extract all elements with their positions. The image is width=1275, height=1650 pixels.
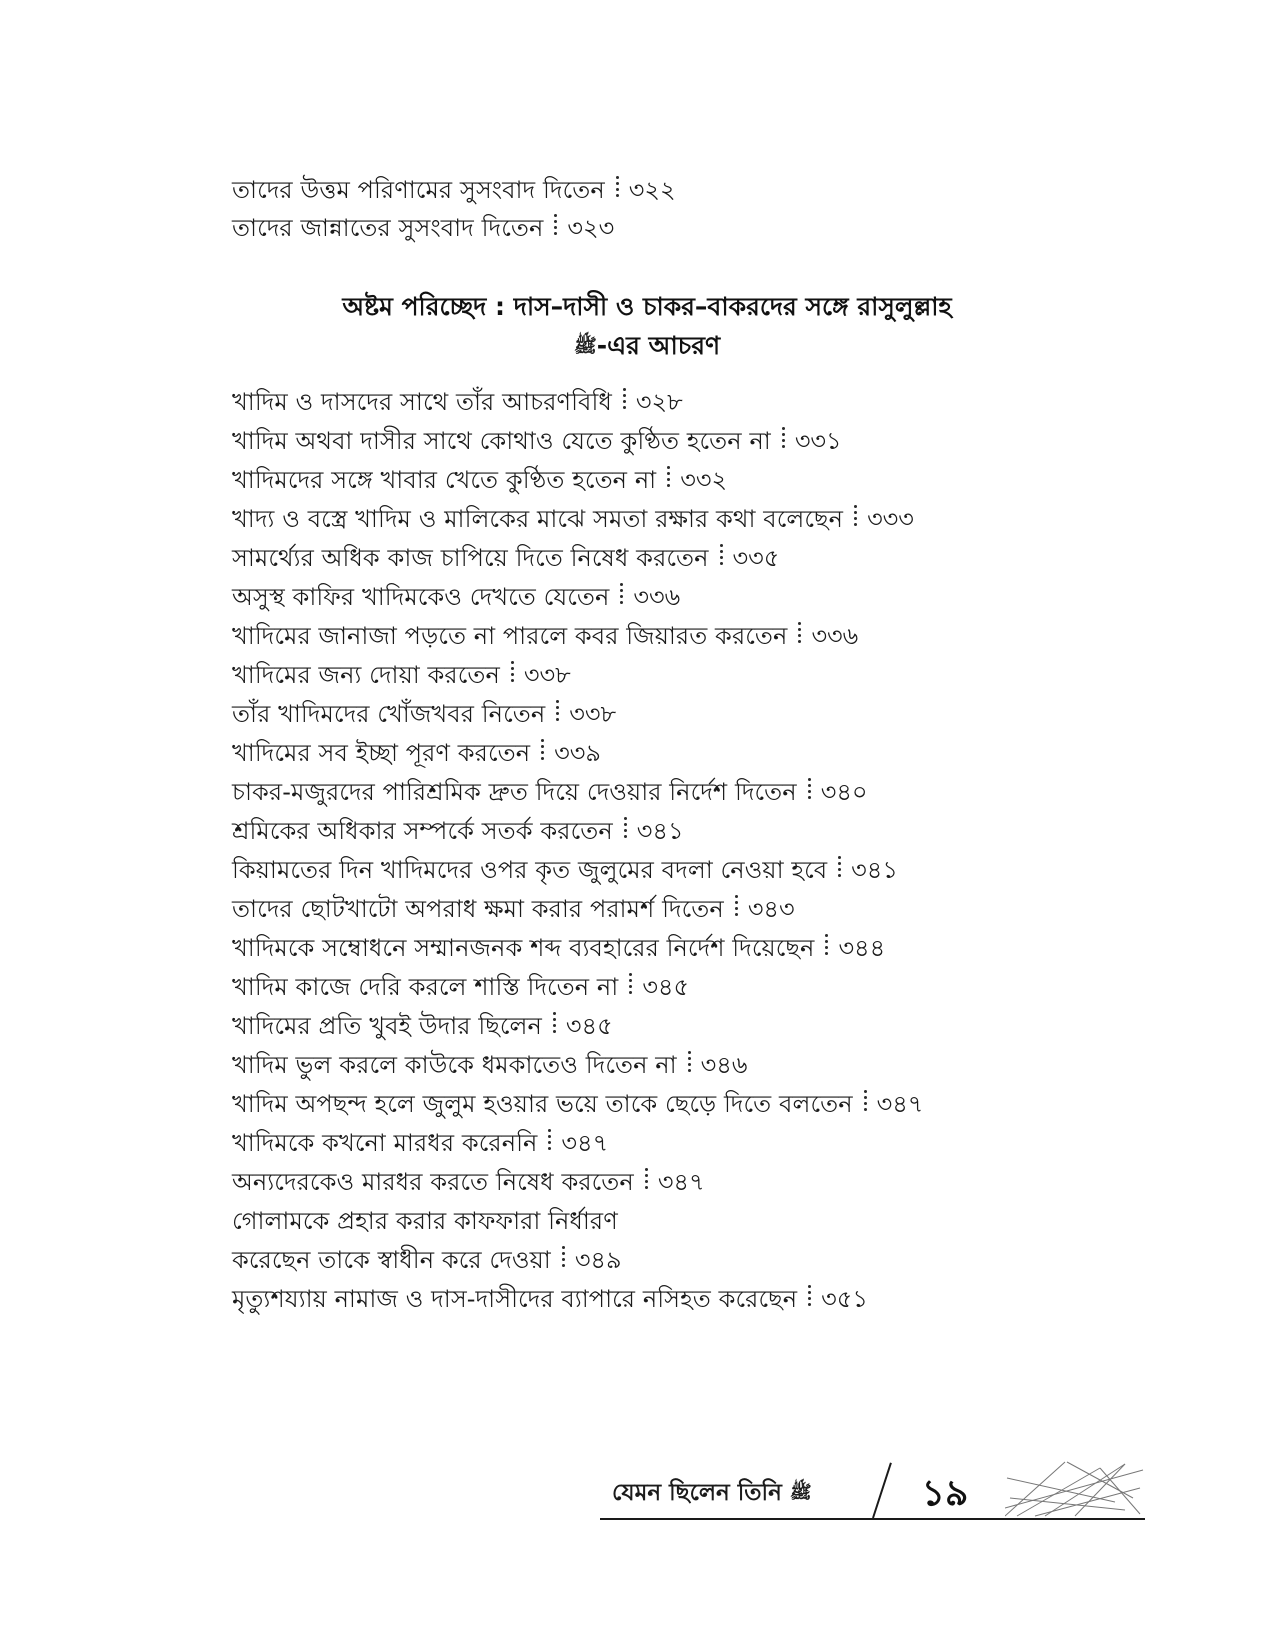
dot-separator-icon: [548, 1129, 552, 1149]
toc-entry: [232, 663, 1092, 687]
dot-separator-icon: [838, 856, 842, 876]
toc-entry-page: ৩৪১: [636, 817, 684, 845]
toc-entry-page: ৩৩৬: [633, 583, 681, 611]
toc-entry-page: ৩৩৩: [867, 505, 914, 533]
chapter-heading: [232, 288, 1062, 366]
dot-separator-icon: [667, 466, 671, 486]
chapter-heading-line2: [232, 327, 1062, 366]
toc-entry-page: ৩৪৫: [565, 1012, 613, 1040]
toc-entry-page: ৩২২: [628, 176, 676, 204]
toc-entry-title: তাদের উত্তম পরিণামের সুসংবাদ দিতেন: [232, 176, 605, 204]
toc-entry-page: ৩৪৯: [574, 1246, 622, 1274]
dot-separator-icon: [541, 739, 545, 759]
toc-entry: [232, 780, 1092, 804]
toc-entry-page: ৩৪৫: [642, 973, 690, 1001]
toc-entry-title: খাদিম ভুল করলে কাউকে ধমকাতেও দিতেন না: [232, 1051, 677, 1079]
toc-entry-page: ৩২৩: [567, 214, 615, 242]
dot-separator-icon: [623, 388, 627, 408]
running-title: [612, 1474, 812, 1513]
toc-entry: [232, 390, 1092, 414]
toc-entry-page: ৩৩৯: [554, 739, 601, 767]
toc-entry-title: তাদের ছোটখাটো অপরাধ ক্ষমা করার পরামর্শ দিতেন: [232, 895, 724, 923]
toc-entry: [232, 1248, 1092, 1272]
chapter-heading-line2-text: -এর আচরণ: [596, 330, 721, 360]
toc-entry-title: করেছেন তাকে স্বাধীন করে দেওয়া: [232, 1246, 551, 1274]
running-title-text: যেমন ছিলেন তিনি: [612, 1480, 782, 1506]
toc-entry: [232, 546, 1092, 570]
toc-entry-page: ৩২৮: [635, 388, 683, 416]
toc-entry-title: খাদিমকে সম্বোধনে সম্মানজনক শব্দ ব্যবহারের নির্দেশ দিয়েছেন: [232, 934, 815, 962]
toc-entry: [232, 819, 1092, 843]
toc-entry: [232, 858, 1092, 882]
dot-separator-icon: [854, 505, 858, 525]
toc-entry: [232, 178, 1052, 202]
toc-entry: [232, 1014, 1092, 1038]
toc-entry-page: ৩৩৫: [732, 544, 780, 572]
dot-separator-icon: [620, 583, 624, 603]
page-footer: [0, 1458, 1275, 1532]
toc-entry: [232, 1131, 1092, 1155]
dot-separator-icon: [553, 1012, 557, 1032]
dot-separator-icon: [624, 817, 628, 837]
dot-separator-icon: [825, 934, 829, 954]
toc-entry-title: খাদিমের জানাজা পড়তে না পারলে কবর জিয়ারত করতেন: [232, 622, 788, 650]
toc-entry: [232, 1092, 1092, 1116]
dot-separator-icon: [864, 1090, 868, 1110]
sallallahu-alayhi-wasallam-icon: ﷺ: [789, 1482, 812, 1503]
toc-entry: [232, 429, 1092, 453]
toc-entry-page: ৩৩৮: [569, 700, 617, 728]
toc-entry-title: খাদ্য ও বস্ত্রে খাদিম ও মালিকের মাঝে সমতা রক্ষার কথা বলেছেন: [232, 505, 844, 533]
toc-entry-page: ৩৪৪: [838, 934, 886, 962]
dot-separator-icon: [808, 1285, 812, 1305]
toc-entry-title: শ্রমিকের অধিকার সম্পর্কে সতর্ক করতেন: [232, 817, 613, 845]
toc-entry: [232, 624, 1092, 648]
toc-entry: [232, 507, 1092, 531]
toc-entry-title: খাদিম কাজে দেরি করলে শাস্তি দিতেন না: [232, 973, 619, 1001]
toc-entry-title: চাকর-মজুরদের পারিশ্রমিক দ্রুত দিয়ে দেওয়ার নির্দেশ দিতেন: [232, 778, 797, 806]
toc-entry-page: ৩৫১: [821, 1285, 868, 1313]
sallallahu-alayhi-wasallam-icon: ﷺ: [573, 334, 597, 357]
toc-entry: [232, 585, 1092, 609]
toc-entry-title: খাদিমের প্রতি খুবই উদার ছিলেন: [232, 1012, 542, 1040]
toc-entry: [232, 216, 1052, 240]
toc-entry-title: খাদিম অপছন্দ হলে জুলুম হওয়ার ভয়ে তাকে ছেড়ে দিতে বলতেন: [232, 1090, 853, 1118]
dot-separator-icon: [554, 214, 558, 234]
toc-entry-page: ৩৩২: [680, 466, 728, 494]
toc-entry-page: ৩৩৬: [811, 622, 859, 650]
toc-entry-title: খাদিমের জন্য দোয়া করতেন: [232, 661, 500, 689]
toc-entry-page: ৩৪১: [851, 856, 898, 884]
toc-entry-title: খাদিমকে কখনো মারধর করেননি: [232, 1129, 538, 1157]
toc-entry-title: কিয়ামতের দিন খাদিমদের ওপর কৃত জুলুমের বদলা নেওয়া হবে: [232, 856, 828, 884]
toc-entry: [232, 741, 1092, 765]
toc-entry-page: ৩৪৭: [561, 1129, 609, 1157]
toc-top-list: [232, 178, 1052, 254]
footer-ornament-icon: [1005, 1458, 1145, 1518]
toc-entry-title: খাদিম অথবা দাসীর সাথে কোথাও যেতে কুণ্ঠিত হতেন না: [232, 427, 771, 455]
dot-separator-icon: [616, 176, 620, 196]
toc-entry-title: তাদের জান্নাতের সুসংবাদ দিতেন: [232, 214, 544, 242]
dot-separator-icon: [688, 1051, 692, 1071]
toc-entry-title: অন্যদেরকেও মারধর করতে নিষেধ করতেন: [232, 1168, 634, 1196]
toc-entry: [232, 897, 1092, 921]
toc-entry: [232, 1170, 1092, 1194]
toc-entry-title: গোলামকে প্রহার করার কাফফারা নির্ধারণ: [232, 1207, 618, 1235]
toc-entry-page: ৩৩১: [794, 427, 842, 455]
toc-entry-title: খাদিমের সব ইচ্ছা পূরণ করতেন: [232, 739, 531, 767]
page-number: ১৯: [921, 1473, 969, 1514]
dot-separator-icon: [808, 778, 812, 798]
toc-entry: [232, 1287, 1092, 1311]
toc-entry-title: খাদিমদের সঙ্গে খাবার খেতে কুণ্ঠিত হতেন না: [232, 466, 657, 494]
dot-separator-icon: [735, 895, 739, 915]
toc-entry: [232, 975, 1092, 999]
dot-separator-icon: [720, 544, 724, 564]
toc-entry: [232, 468, 1092, 492]
toc-entry-title: মৃত্যুশয্যায় নামাজ ও দাস-দাসীদের ব্যাপারে নসিহত করেছেন: [232, 1285, 798, 1313]
toc-entry-title: অসুস্থ কাফির খাদিমকেও দেখতে যেতেন: [232, 583, 610, 611]
dot-separator-icon: [511, 661, 515, 681]
toc-entry-page: ৩৩৮: [523, 661, 571, 689]
dot-separator-icon: [782, 427, 786, 447]
toc-entry-title: সামর্থ্যের অধিক কাজ চাপিয়ে দিতে নিষেধ করতেন: [232, 544, 709, 572]
toc-entry-page: ৩৪০: [820, 778, 868, 806]
toc-entry: [232, 936, 1092, 960]
toc-entry: [232, 1209, 1092, 1233]
dot-separator-icon: [562, 1246, 566, 1266]
dot-separator-icon: [645, 1168, 649, 1188]
toc-entry-title: তাঁর খাদিমদের খোঁজখবর নিতেন: [232, 700, 546, 728]
footer-slash-divider: [872, 1463, 892, 1519]
dot-separator-icon: [629, 973, 633, 993]
footer-rule: [600, 1518, 1145, 1520]
toc-entry: [232, 702, 1092, 726]
toc-entry-page: ৩৪৬: [700, 1051, 748, 1079]
dot-separator-icon: [798, 622, 802, 642]
toc-entry-page: ৩৪৭: [876, 1090, 924, 1118]
toc-main-list: [232, 390, 1092, 1326]
toc-entry-page: ৩৪৩: [747, 895, 795, 923]
toc-entry: [232, 1053, 1092, 1077]
chapter-heading-line1: অষ্টম পরিচ্ছেদ : দাস–দাসী ও চাকর–বাকরদের সঙ্গে রাসুলুল্লাহ: [342, 292, 952, 321]
toc-entry-title: খাদিম ও দাসদের সাথে তাঁর আচরণবিধি: [232, 388, 612, 416]
dot-separator-icon: [556, 700, 560, 720]
toc-entry-page: ৩৪৭: [657, 1168, 705, 1196]
